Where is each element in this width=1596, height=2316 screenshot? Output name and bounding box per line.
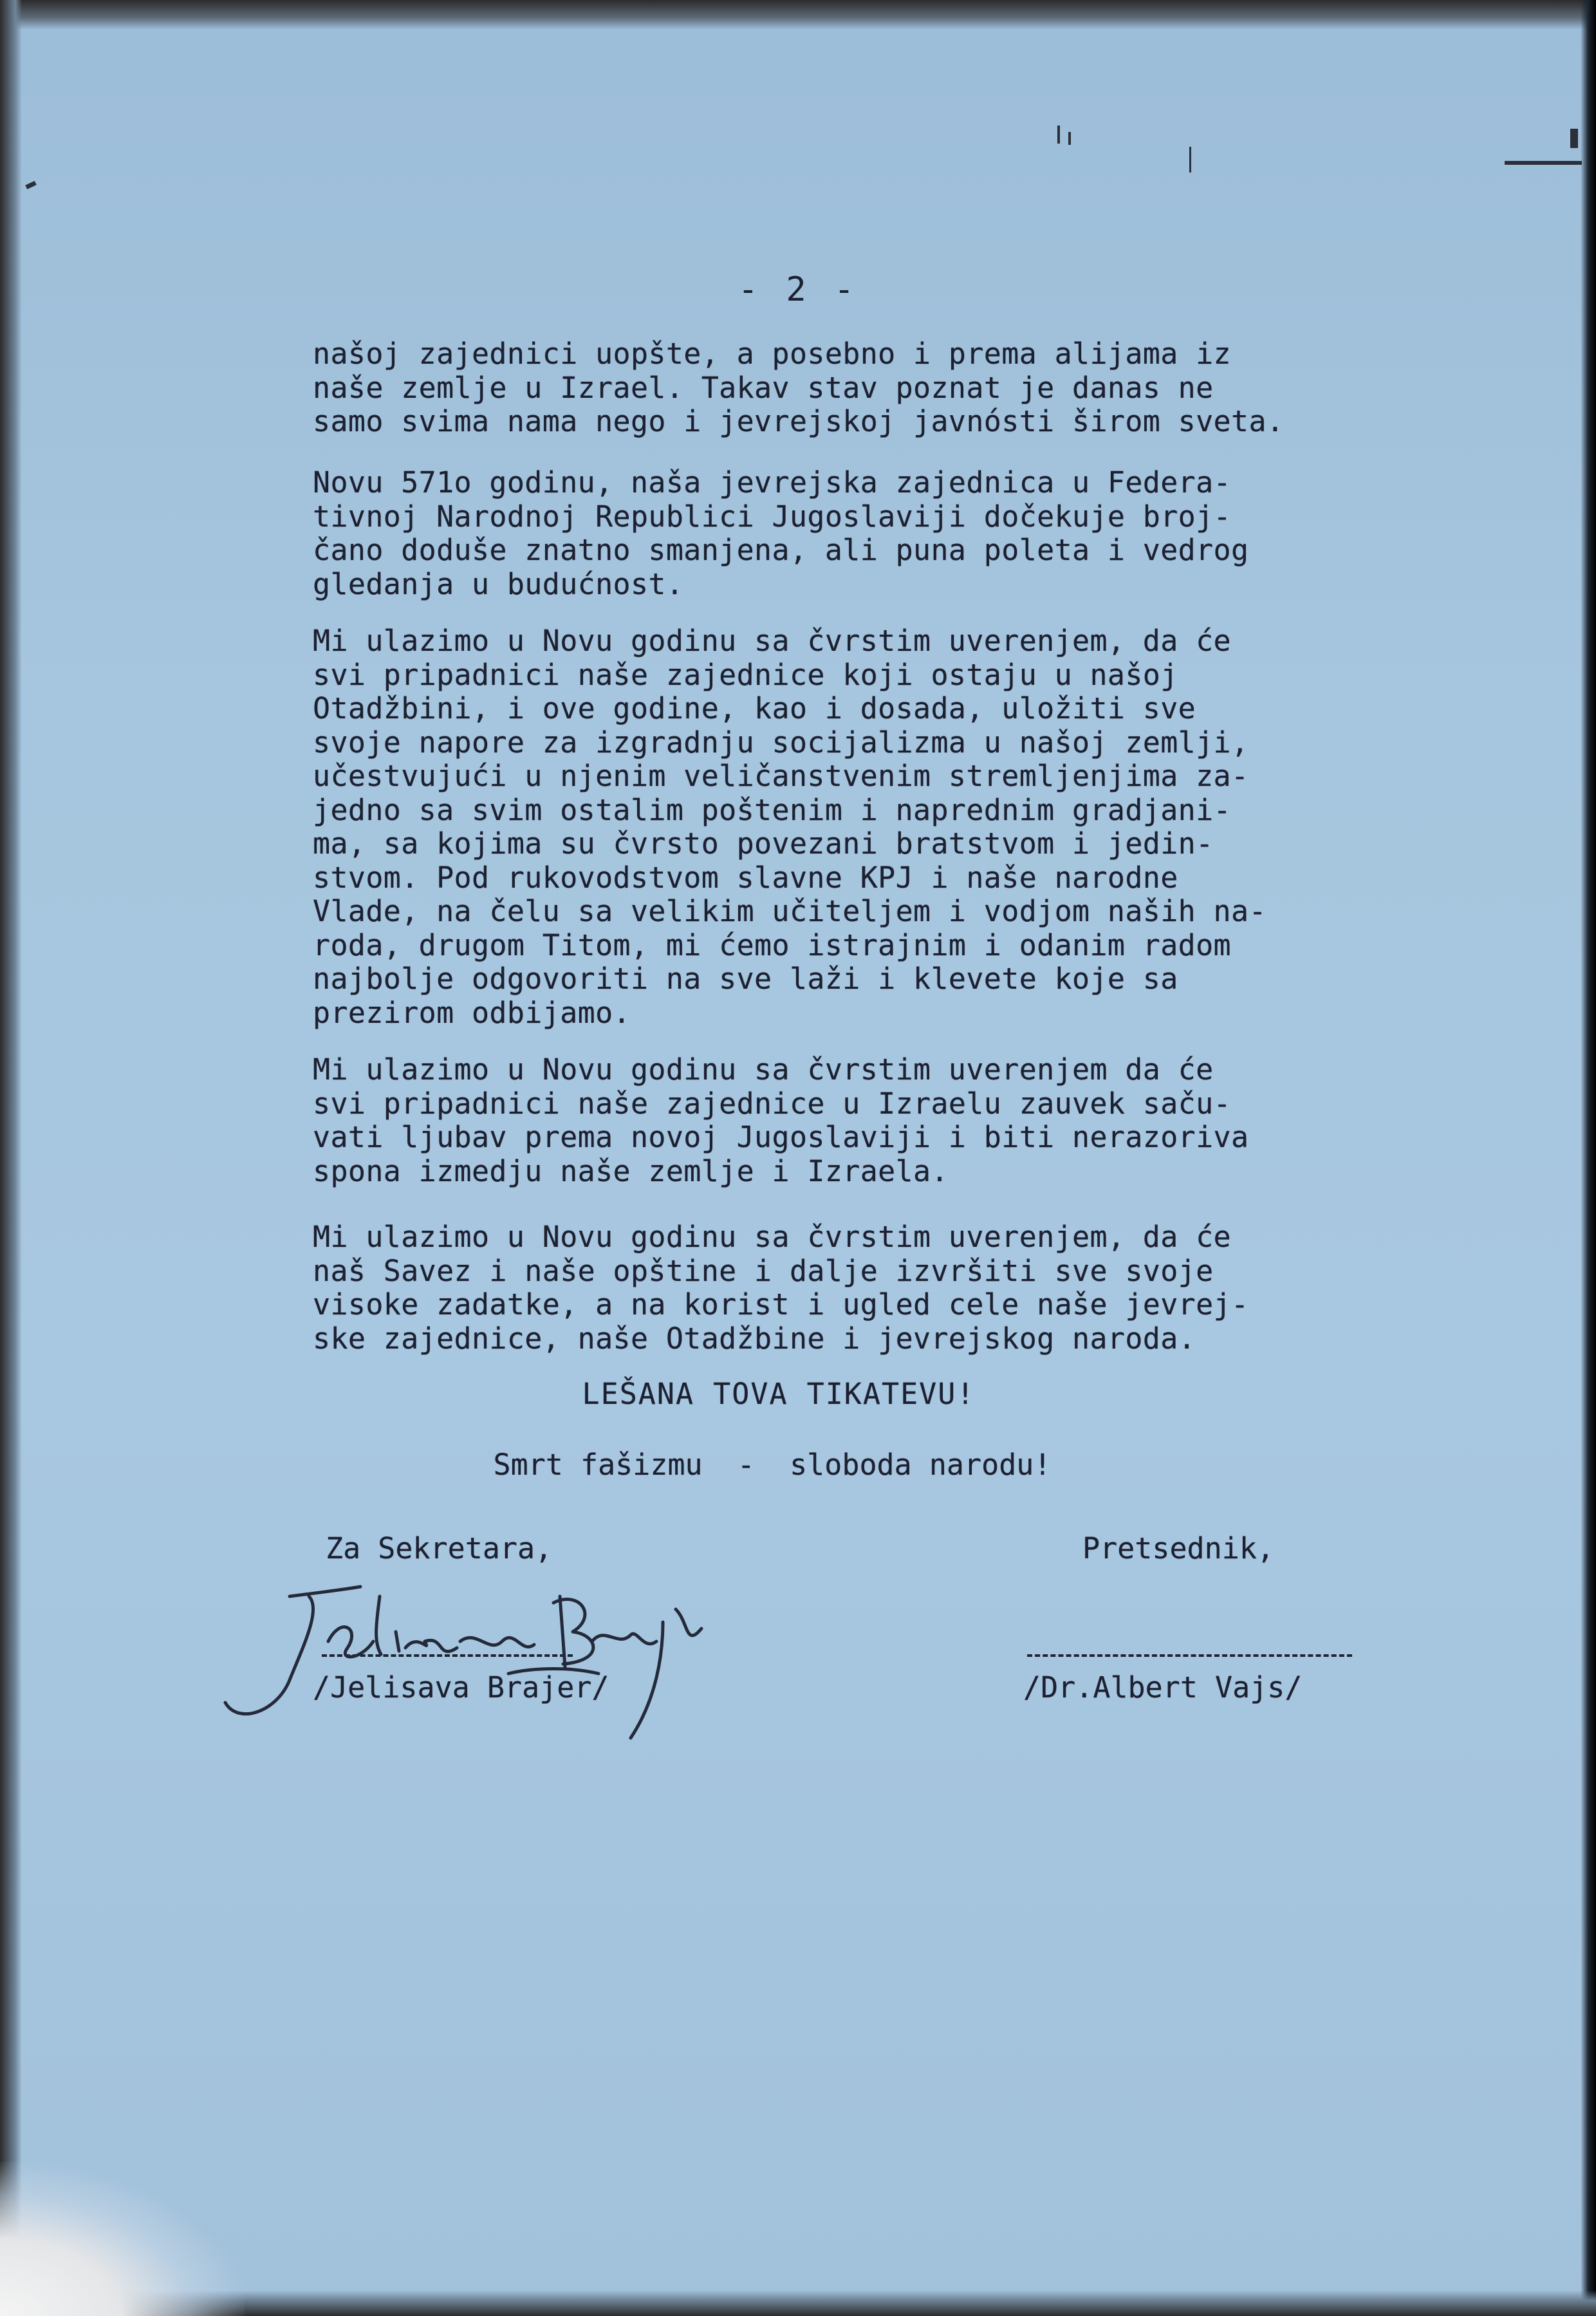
- scan-mark: [1057, 126, 1060, 144]
- scan-mark: [1189, 147, 1191, 173]
- text-line: spona izmedju naše zemlje i Izraela.: [313, 1153, 949, 1188]
- text-line: čano doduše znatno smanjena, ali puna poleta i vedrog: [313, 533, 1249, 567]
- text-line: Otadžbini, i ove godine, kao i dosada, uložiti sve: [313, 691, 1196, 725]
- text-line: gledanja u budućnost.: [313, 566, 684, 601]
- handwritten-signature: [212, 1571, 727, 1751]
- paragraph-5: [313, 1220, 1407, 1356]
- text-line: tivnoj Narodnoj Republici Jugoslaviji dočekuje broj-: [313, 499, 1231, 534]
- text-line: Vlade, na čelu sa velikim učiteljem i vodjom naših na-: [313, 894, 1267, 928]
- text-line: jedno sa svim ostalim poštenim i naprednim gradjani-: [313, 792, 1231, 827]
- text-line: Mi ulazimo u Novu godinu sa čvrstim uverenjem, da će: [313, 1220, 1231, 1254]
- text-line: najbolje odgovoriti na sve laži i klevete koje sa: [313, 962, 1178, 996]
- text-line: stvom. Pod rukovodstvom slavne KPJ i naše narodne: [313, 860, 1178, 895]
- scan-mark: [25, 181, 36, 189]
- text-line: Mi ulazimo u Novu godinu sa čvrstim uverenjem da će: [313, 1052, 1214, 1087]
- text-line: roda, drugom Titom, mi ćemo istrajnim i odanim radom: [313, 928, 1231, 962]
- scan-edge-right: [1581, 0, 1596, 2316]
- text-line: svi pripadnici naše zajednice koji ostaju u našoj: [313, 657, 1178, 692]
- greeting: LEŠANA TOVA TIKATEVU!: [582, 1377, 976, 1411]
- right-signatory-name: /Dr.Albert Vajs/: [1023, 1670, 1303, 1704]
- text-line: visoke zadatke, a na korist i ugled cele naše jevrej-: [313, 1287, 1249, 1321]
- right-signatory-role: Pretsednik,: [1082, 1531, 1275, 1565]
- text-line: našoj zajednici uopšte, a posebno i prema alijama iz: [313, 337, 1231, 371]
- slogan: Smrt fašizmu - sloboda narodu!: [493, 1448, 1052, 1482]
- text-line: ske zajednice, naše Otadžbine i jevrejskog naroda.: [313, 1321, 1196, 1356]
- text-line: Mi ulazimo u Novu godinu sa čvrstim uverenjem, da će: [313, 624, 1231, 658]
- right-signature-line: [1027, 1654, 1352, 1657]
- scan-edge-top: [0, 0, 1596, 30]
- text-line: naše zemlje u Izrael. Takav stav poznat je danas ne: [313, 370, 1214, 405]
- paper-corner-curl: [0, 2162, 245, 2316]
- paragraph-2: [313, 466, 1407, 601]
- text-line: Novu 571o godinu, naša jevrejska zajednica u Federa-: [313, 465, 1231, 500]
- scan-mark: [1505, 161, 1582, 165]
- scan-mark: [1570, 129, 1578, 148]
- text-line: ma, sa kojima su čvrsto povezani bratstvom i jedin-: [313, 826, 1214, 861]
- scan-edge-left: [0, 0, 22, 2316]
- left-signatory-role: Za Sekretara,: [326, 1531, 553, 1565]
- scan-mark: [1068, 132, 1071, 145]
- text-line: učestvujući u njenim veličanstvenim stremljenjima za-: [313, 759, 1249, 793]
- text-line: vati ljubav prema novoj Jugoslaviji i biti nerazoriva: [313, 1120, 1249, 1154]
- paragraph-4: [313, 1053, 1407, 1188]
- paragraph-1: [313, 337, 1407, 439]
- page-number: - 2 -: [738, 270, 858, 309]
- text-line: prezirom odbijamo.: [313, 995, 631, 1030]
- text-line: svoje napore za izgradnju socijalizma u našoj zemlji,: [313, 725, 1249, 760]
- text-line: naš Savez i naše opštine i dalje izvršiti sve svoje: [313, 1253, 1214, 1288]
- text-line: samo svima nama nego i jevrejskoj javnósti širom sveta.: [313, 404, 1285, 438]
- left-signatory-name: /Jelisava Brajer/: [313, 1670, 609, 1704]
- paragraph-3: [313, 624, 1407, 1030]
- text-line: svi pripadnici naše zajednice u Izraelu zauvek saču-: [313, 1086, 1231, 1121]
